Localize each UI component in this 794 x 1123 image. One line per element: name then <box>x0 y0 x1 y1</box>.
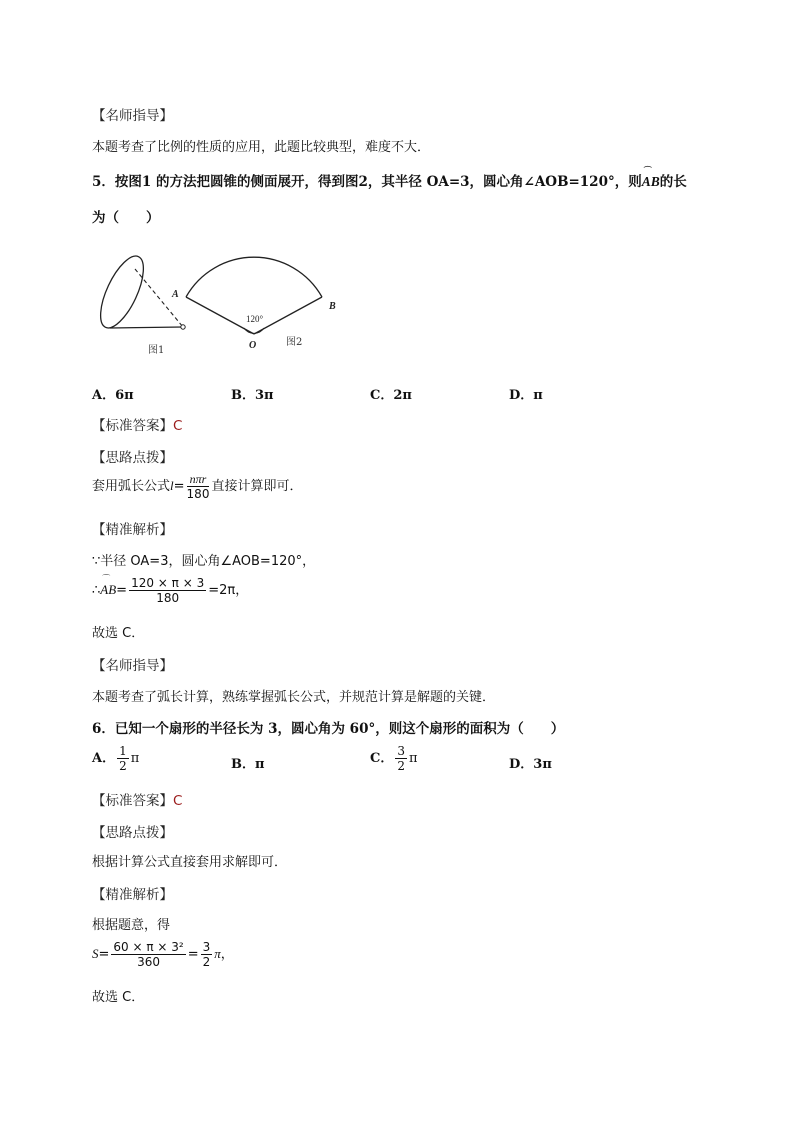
tag-teacher-guide-top: 【名师指导】 <box>92 108 173 124</box>
q6-s-eq: = <box>98 947 110 962</box>
q5-hint <box>92 472 302 501</box>
q6-hint-tag: 【思路点拨】 <box>92 825 173 841</box>
q6-option-c-fraction <box>395 744 407 773</box>
q6-formula <box>92 940 234 969</box>
q6-s-result-fraction <box>201 940 213 969</box>
label-b: B <box>329 301 336 312</box>
guide-text-top: 本题考查了比例的性质的应用，此题比较典型，难度不大． <box>92 140 431 155</box>
q5-hint-suffix: 直接计算即可． <box>211 479 303 494</box>
q5-analysis-fraction <box>129 576 206 605</box>
q6-option-a-num: 1 <box>119 744 127 758</box>
q5-analysis-result: =2π， <box>208 583 249 598</box>
q5-arc-ab: ⌒ AB <box>642 174 660 190</box>
q6-s-res-den: 2 <box>202 955 211 969</box>
q6-option-c-pi: π <box>409 751 418 766</box>
q5-option-c: C．2π <box>370 388 412 403</box>
q6-option-a-label: A． <box>92 751 116 766</box>
q5-hint-num: nπr <box>187 472 210 487</box>
q6-conclusion: 故选 C． <box>92 990 145 1005</box>
q5-option-b: B．3π <box>231 388 274 403</box>
q5-answer: C <box>173 418 183 434</box>
label-o: O <box>249 340 257 351</box>
q5-hint-fraction <box>187 472 210 501</box>
q6-answer-row <box>92 789 182 809</box>
q5-analysis-formula <box>92 576 248 605</box>
q5-analysis-line1: ∵半径 OA=3，圆心角∠AOB=120°， <box>92 554 316 569</box>
q5-stem-line1: 5．按图1 的方法把圆锥的侧面展开，得到图2，其半径 OA=3，圆心角∠AOB=120°，则 <box>92 174 642 190</box>
q5-hint-tag: 【思路点拨】 <box>92 450 173 466</box>
q6-analysis-line1: 根据题意，得 <box>92 918 171 933</box>
q6-option-a <box>92 744 139 773</box>
q5-figure <box>92 252 352 362</box>
q5-analysis-tag: 【精准解析】 <box>92 522 173 538</box>
q6-option-a-fraction <box>117 744 129 773</box>
fig2-caption: 图2 <box>286 337 303 348</box>
q6-s-res-pi: π <box>214 946 221 961</box>
q5-therefore: ∴ <box>92 583 101 598</box>
q6-option-a-den: 2 <box>119 759 127 773</box>
q5-option-d: D．π <box>509 388 543 403</box>
q6-hint: 根据计算公式直接套用求解即可． <box>92 855 288 870</box>
label-a: A <box>172 289 179 300</box>
q6-analysis-tag: 【精准解析】 <box>92 887 173 903</box>
q6-option-c-den: 2 <box>397 759 405 773</box>
angle-label: 120° <box>246 314 264 324</box>
q6-s-eq2: = <box>187 947 199 962</box>
q6-stem: 6．已知一个扇形的半径长为 3，圆心角为 60°，则这个扇形的面积为（ ） <box>92 721 565 737</box>
q6-option-a-pi: π <box>130 751 140 766</box>
q5-hint-den: 180 <box>186 487 210 501</box>
q6-s-fraction <box>111 940 185 969</box>
q6-option-b: B．π <box>231 757 265 772</box>
q6-s-res-num: 3 <box>202 940 211 954</box>
fig1-caption: 图1 <box>148 345 165 356</box>
q6-answer: C <box>173 793 183 809</box>
q6-s-label: S <box>92 946 99 961</box>
q6-s-num: 60 × π × 3² <box>113 940 184 954</box>
q5-hint-prefix: 套用弧长公式 <box>92 479 171 494</box>
q5-analysis-num: 120 × π × 3 <box>131 576 205 590</box>
q5-conclusion: 故选 C． <box>92 626 145 641</box>
q5-analysis-arc: ⌒ AB <box>100 582 116 598</box>
q5-analysis-den: 180 <box>156 591 180 605</box>
q5-option-a: A．6π <box>92 388 134 403</box>
q5-guide-text: 本题考查了弧长计算，熟练掌握弧长公式，并规范计算是解题的关键． <box>92 690 496 705</box>
q6-option-d: D．3π <box>509 757 552 772</box>
q6-option-c <box>370 744 418 773</box>
q5-stem-line1-end: 的长 <box>659 174 687 190</box>
q5-analysis-eq: = <box>116 583 128 598</box>
q5-answer-tag: 【标准答案】 <box>92 418 173 434</box>
q6-answer-tag: 【标准答案】 <box>92 793 173 809</box>
q5-stem-line2: 为（ ） <box>92 210 160 226</box>
q5-hint-eq: = <box>173 479 185 494</box>
q6-option-c-num: 3 <box>397 744 405 758</box>
q5-hint-l: l <box>170 478 174 493</box>
q5-answer-row <box>92 414 182 434</box>
q5-guide-tag: 【名师指导】 <box>92 658 173 674</box>
q6-option-c-label: C． <box>370 751 394 766</box>
q6-s-den: 360 <box>137 955 161 969</box>
q6-s-comma: ， <box>220 947 234 962</box>
q5-stem <box>92 170 687 190</box>
